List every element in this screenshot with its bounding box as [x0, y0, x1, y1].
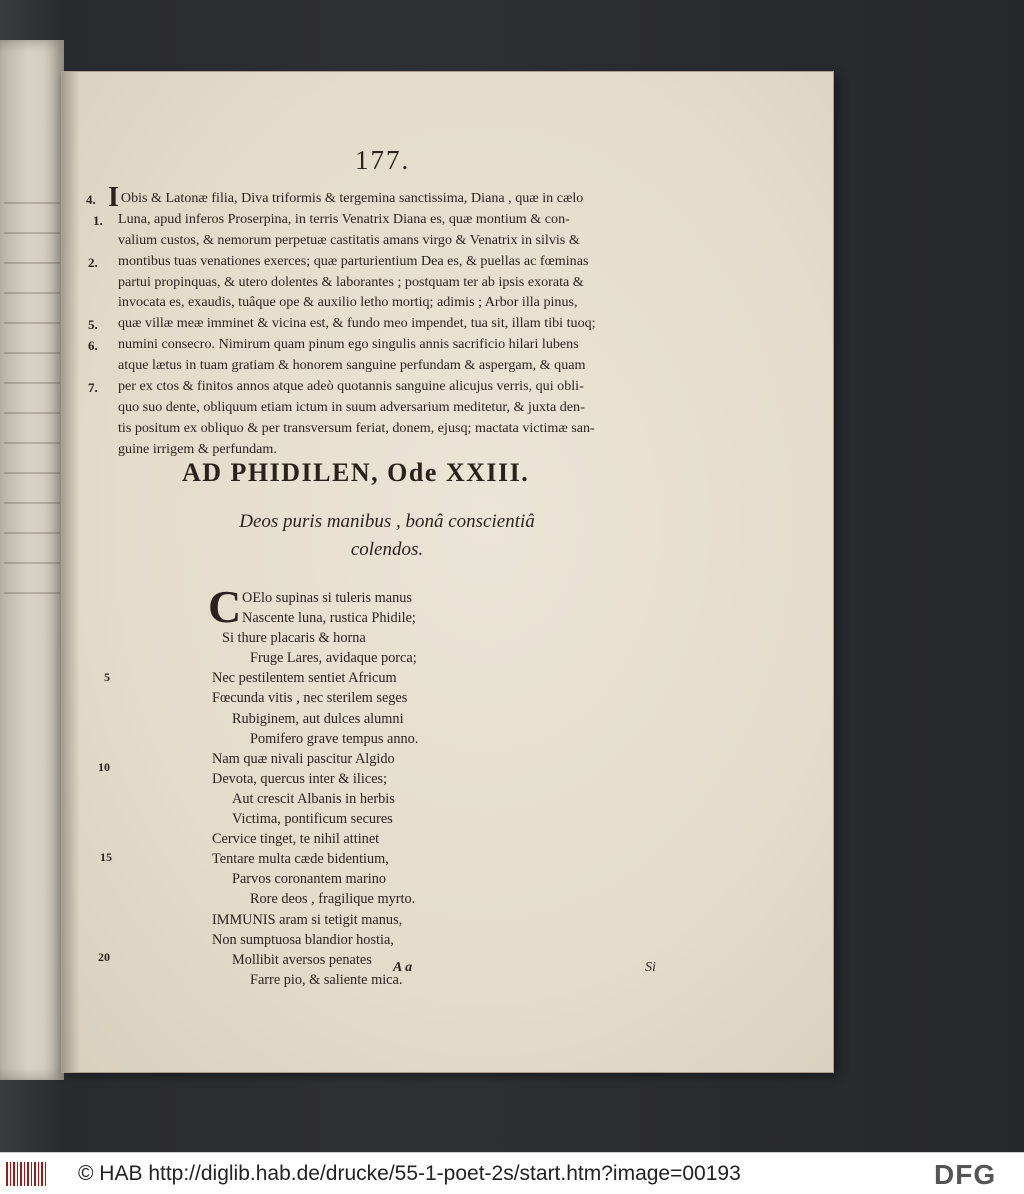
commentary-prose	[108, 182, 664, 460]
ode-subtitle	[222, 508, 552, 564]
prose-line: quæ villæ meæ imminet & vicina est, & fundo meo impendet, tua sit, illam tibi tuoq;	[118, 315, 596, 332]
ode-subtitle-line: colendos.	[350, 539, 424, 560]
prose-line: montibus tuas venationes exerces; quæ parturientium Dea es, & puellas ac fœminas	[118, 252, 589, 269]
prose-line: valium custos, & nemorum perpetuæ castitatis amans virgo & Venatrix in silvis &	[118, 231, 580, 248]
poem-line: Nam quæ nivali pascitur Algido	[212, 750, 395, 767]
prose-marker: 5.	[88, 317, 98, 332]
ode-subtitle-line: Deos puris manibus , bonâ conscientiâ	[239, 511, 535, 532]
poem-line: Devota, quercus inter & ilices;	[212, 770, 388, 787]
catchword: Si	[645, 960, 656, 975]
poem-line: Victima, pontificum secures	[232, 811, 393, 828]
prose-marker: 7.	[88, 380, 98, 395]
prose-line-text: Obis & Latonæ filia, Diva triformis & tergemina sanctissima, Diana , quæ in cælo	[120, 190, 584, 206]
dfg-logo: DFG	[934, 1159, 997, 1190]
prose-line: partui propinquas, & utero dolentes & laborantes ; postquam ter ab ipsis exorata &	[118, 273, 584, 290]
poem-line: Mollibit aversos penates	[232, 951, 372, 968]
prose-line: per ex ctos & finitos annos atque adeò quotannis sanguine alicujus verris, qui obli-	[118, 378, 584, 395]
poem-line: Aut crescit Albanis in herbis	[232, 790, 395, 807]
gutter-shadow	[62, 72, 80, 1072]
line-number: 15	[100, 850, 112, 864]
poem-line: OElo supinas si tuleris manus	[242, 590, 412, 606]
prose-line: quo suo dente, obliquum etiam ictum in suum adversarium meditetur, & juxta den-	[118, 398, 585, 415]
poem-line: Tentare multa cæde bidentium,	[212, 851, 389, 868]
barcode-icon	[6, 1162, 46, 1186]
footer-bar	[0, 1152, 1024, 1194]
prose-line: numini consecro. Nimirum quam pinum ego singulis annis sacrificio hilari lubens	[118, 336, 579, 353]
poem-line: Non sumptuosa blandior hostia,	[212, 931, 394, 948]
previous-page-edge	[0, 40, 64, 1080]
prose-marker: 2.	[88, 255, 98, 270]
prose-marker: 1.	[93, 213, 103, 228]
poem-line: Farre pio, & saliente mica.	[250, 971, 403, 988]
poem-line: Rubiginem, aut dulces alumni	[232, 710, 404, 727]
poem-line: Si thure placaris & horna	[222, 630, 366, 647]
poem-line: Fœcunda vitis , nec sterilem seges	[212, 690, 408, 707]
prose-marker: 4.	[86, 192, 96, 207]
prose-marker: 6.	[88, 338, 98, 353]
poem-line: Fruge Lares, avidaque porca;	[250, 650, 417, 667]
signature-mark: A a	[393, 960, 413, 975]
line-number: 5	[104, 670, 110, 684]
poem-line: Pomifero grave tempus anno.	[250, 730, 419, 747]
prose-line: tis positum ex obliquo & per transversum feriat, donem, ejusq; mactata victimæ san-	[118, 419, 595, 436]
poem	[208, 581, 512, 990]
poem-line: Parvos coronantem marino	[232, 871, 387, 888]
poem-line: Nec pestilentem sentiet Africum	[212, 670, 397, 687]
line-number: 10	[98, 760, 110, 774]
ode-title: AD PHIDILEN, Ode XXIII.	[182, 458, 530, 487]
poem-line: IMMUNIS aram si tetigit manus,	[212, 911, 403, 928]
footer-url[interactable]: © HAB http://diglib.hab.de/drucke/55-1-poet-2s/start.htm?image=00193	[78, 1162, 741, 1185]
prose-line: invocata es, exaudis, tuâque ope & auxilio letho mortiq; adimis ; Arbor illa pinus,	[118, 294, 578, 311]
poem-line: Rore deos , fragilique myrto.	[250, 891, 416, 908]
poem-line: Nascente luna, rustica Phidile;	[242, 610, 416, 627]
prose-line: Luna, apud inferos Proserpina, in terris Venatrix Diana es, quæ montium & con-	[118, 210, 570, 227]
poem-line: Cervice tinget, te nihil attinet	[212, 831, 380, 848]
prose-line	[108, 182, 664, 213]
prose-initial: I	[108, 182, 119, 213]
prose-line: atque lætus in tuam gratiam & honorem sanguine perfundam & aspergam, & quam	[118, 357, 586, 374]
poem-drop-cap: C	[208, 581, 242, 632]
prose-line: guine irrigem & perfundam.	[118, 440, 277, 457]
line-number: 20	[98, 950, 110, 964]
page-number: 177.	[355, 145, 411, 175]
previous-page-text-fragments	[4, 180, 60, 600]
